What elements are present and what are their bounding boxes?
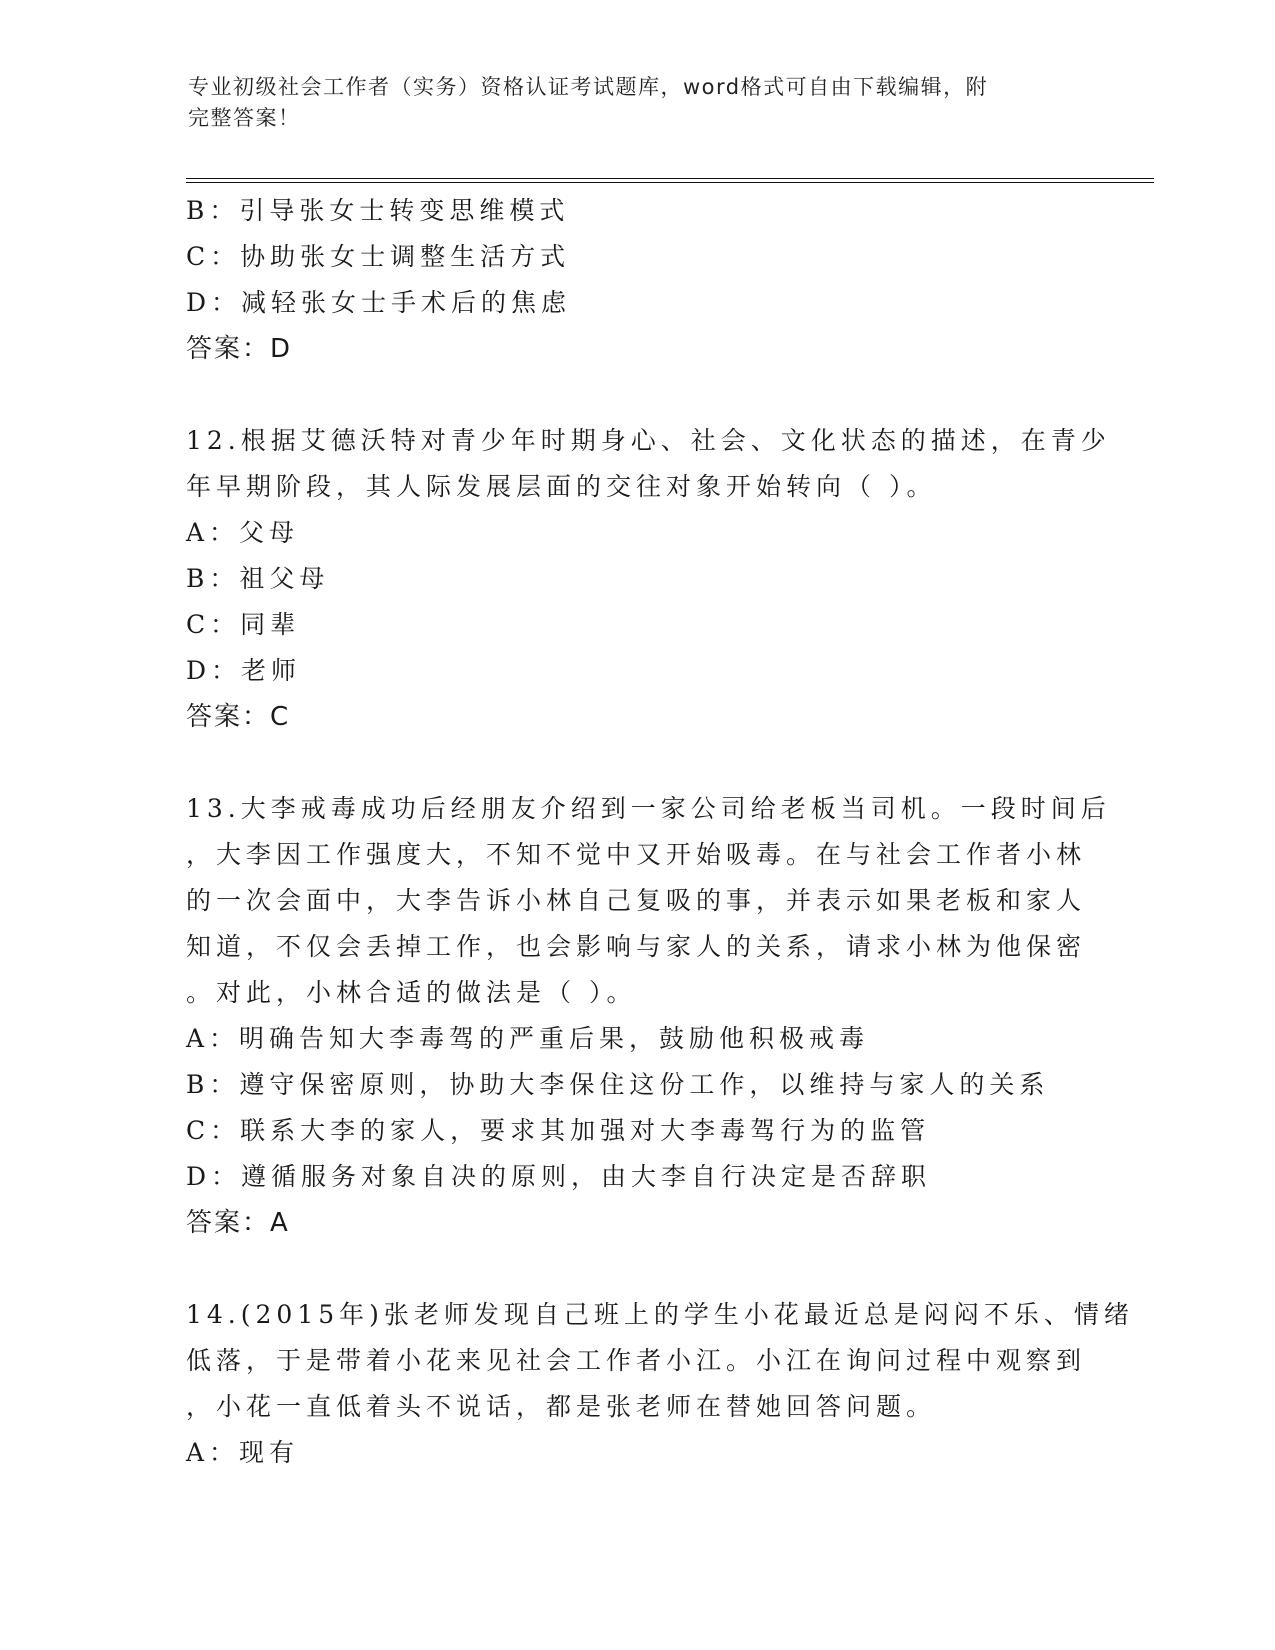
question-12 [186, 418, 1111, 740]
question-stem-line: 低落，于是带着小花来见社会工作者小江。小江在询问过程中观察到 [186, 1346, 1087, 1375]
question-stem-line: 。对此，小林合适的做法是（ ）。 [186, 978, 637, 1007]
spacer [186, 1246, 1086, 1292]
option-c: C：联系大李的家人，要求其加强对大李毒驾行为的监管 [186, 1116, 931, 1145]
answer: 答案：C [186, 702, 291, 732]
option-a: A：父母 [186, 518, 300, 547]
spacer [186, 740, 1086, 786]
option-d: D：减轻张女士手术后的焦虑 [186, 288, 572, 317]
question-stem-line: 13.大李戒毒成功后经朋友介绍到一家公司给老板当司机。一段时间后 [186, 794, 1111, 823]
header-line-1: 专业初级社会工作者（实务）资格认证考试题库，word格式可自由下载编辑，附 [188, 75, 989, 99]
question-stem-line: 12.根据艾德沃特对青少年时期身心、社会、文化状态的描述，在青少 [186, 426, 1111, 455]
question-stem-line: 知道，不仅会丢掉工作，也会影响与家人的关系，请求小林为他保密 [186, 932, 1087, 961]
question-stem-line: 14.(2015年)张老师发现自己班上的学生小花最近总是闷闷不乐、情绪 [186, 1300, 1134, 1329]
question-11 [186, 188, 1086, 372]
option-a: A：现有 [186, 1438, 300, 1467]
option-a: A：明确告知大李毒驾的严重后果，鼓励他积极戒毒 [186, 1024, 870, 1053]
option-b: B：遵守保密原则，协助大李保住这份工作，以维持与家人的关系 [186, 1070, 1050, 1099]
header-divider-top [186, 178, 1154, 179]
document-body [186, 188, 1134, 1476]
option-c: C：同辈 [186, 610, 301, 639]
spacer [186, 372, 1086, 418]
option-b: B：引导张女士转变思维模式 [186, 196, 570, 225]
document-header [188, 72, 1088, 134]
header-line-2: 完整答案！ [188, 106, 301, 130]
header-divider-bottom [186, 182, 1154, 183]
answer: 答案：A [186, 1208, 290, 1238]
option-b: B：祖父母 [186, 564, 330, 593]
option-d: D：老师 [186, 656, 302, 685]
option-c: C：协助张女士调整生活方式 [186, 242, 571, 271]
question-stem-line: 的一次会面中，大李告诉小林自己复吸的事，并表示如果老板和家人 [186, 886, 1087, 915]
question-stem-line: ，小花一直低着头不说话，都是张老师在替她回答问题。 [186, 1392, 937, 1421]
question-13 [186, 786, 1111, 1246]
question-stem-line: ，大李因工作强度大，不知不觉中又开始吸毒。在与社会工作者小林 [186, 840, 1087, 869]
option-d: D：遵循服务对象自决的原则，由大李自行决定是否辞职 [186, 1162, 932, 1191]
question-stem-line: 年早期阶段，其人际发展层面的交往对象开始转向（ ）。 [186, 472, 937, 501]
answer: 答案：D [186, 334, 293, 364]
question-14 [186, 1292, 1134, 1476]
